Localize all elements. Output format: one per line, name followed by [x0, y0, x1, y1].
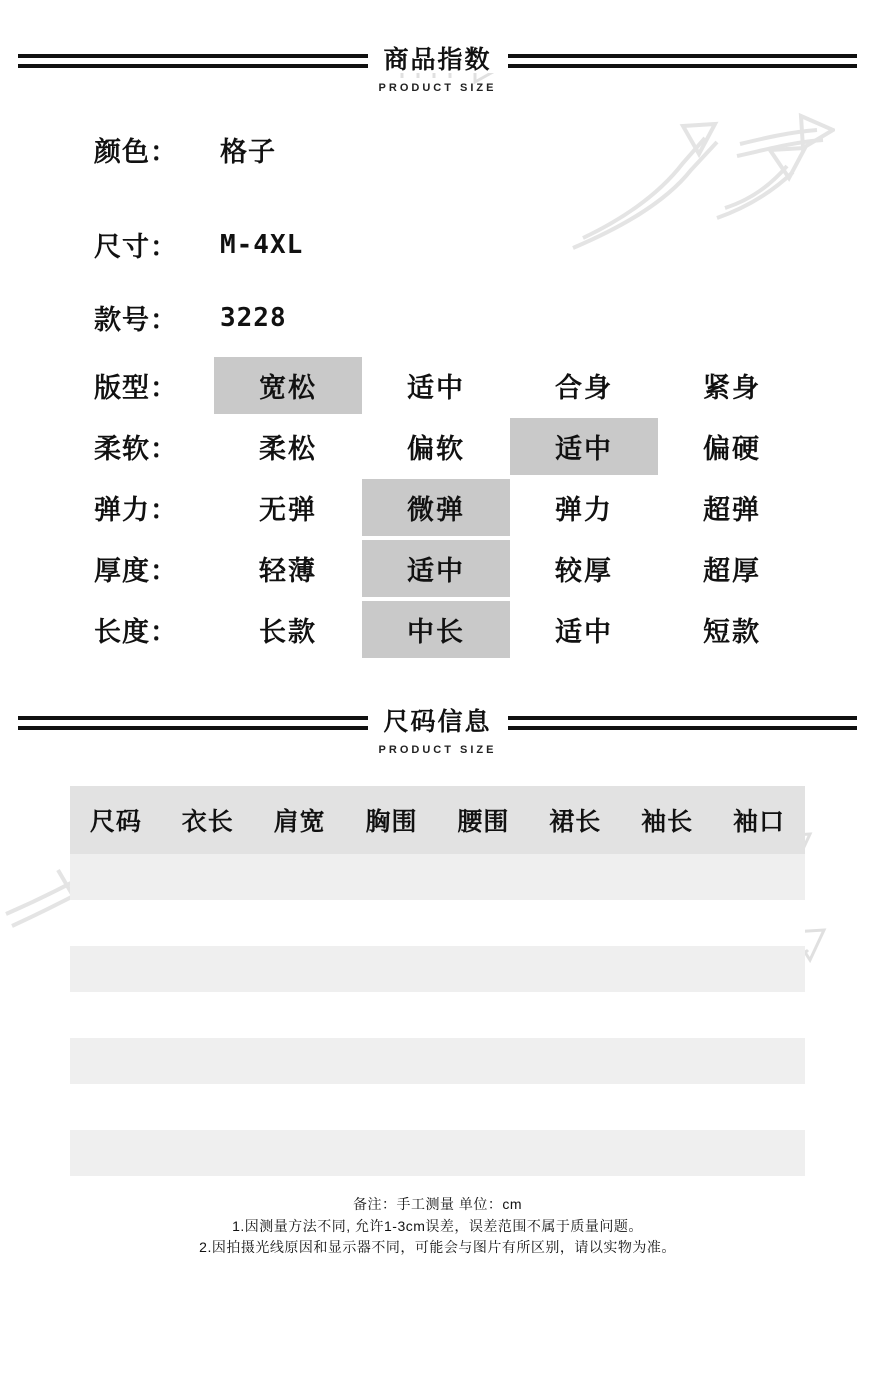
- thickness-option-3[interactable]: 超厚: [703, 556, 761, 586]
- length-label: 长度：: [94, 617, 178, 647]
- softness-option-2[interactable]: 适中: [510, 418, 658, 475]
- cell: [713, 1130, 805, 1176]
- thickness-option-2[interactable]: 较厚: [555, 556, 613, 586]
- length-option-3[interactable]: 短款: [703, 617, 761, 647]
- size-table: [70, 786, 805, 1176]
- spec-row-style-number: [94, 298, 875, 337]
- cell: [529, 1084, 621, 1130]
- measurement-notes: [0, 1194, 875, 1259]
- elasticity-option-1[interactable]: 微弹: [362, 479, 510, 536]
- elasticity-option-0[interactable]: 无弹: [259, 495, 317, 525]
- size-table-col-3: 胸围: [346, 786, 438, 854]
- size-table-col-7: 袖口: [713, 786, 805, 854]
- length-options: [214, 601, 875, 658]
- softness-label: 柔软：: [94, 434, 178, 464]
- cell: [346, 854, 438, 900]
- softness-options: [214, 418, 875, 475]
- cell: [529, 900, 621, 946]
- cell: [346, 1084, 438, 1130]
- table-row: [70, 1038, 805, 1084]
- cell: [713, 1038, 805, 1084]
- table-row: [70, 1130, 805, 1176]
- elasticity-options: [214, 479, 875, 536]
- cell: [529, 854, 621, 900]
- cell: [254, 1130, 346, 1176]
- cell: [713, 1084, 805, 1130]
- cell: [162, 946, 254, 992]
- thickness-options: [214, 540, 875, 597]
- cell: [713, 946, 805, 992]
- size-table-col-6: 袖长: [621, 786, 713, 854]
- table-row: [70, 992, 805, 1038]
- product-index-subtitle: PRODUCT SIZE: [378, 82, 497, 94]
- softness-option-3[interactable]: 偏硬: [703, 434, 761, 464]
- cell: [529, 1038, 621, 1084]
- table-row: [70, 1084, 805, 1130]
- cell: [438, 900, 530, 946]
- elasticity-option-2[interactable]: 弹力: [555, 495, 613, 525]
- softness-option-1[interactable]: 偏软: [407, 434, 465, 464]
- cell: [254, 1038, 346, 1084]
- fit-options: [214, 357, 875, 414]
- cell: [438, 946, 530, 992]
- cell: [438, 1130, 530, 1176]
- cell: [162, 900, 254, 946]
- size-info-title-row: [18, 710, 857, 735]
- size-info-header: [0, 710, 875, 756]
- cell: [621, 992, 713, 1038]
- cell: [254, 854, 346, 900]
- fit-option-0[interactable]: 宽松: [214, 357, 362, 414]
- size-label: 尺寸：: [94, 232, 178, 262]
- cell: [621, 854, 713, 900]
- spec-row-size: [94, 225, 875, 264]
- cell: [346, 1038, 438, 1084]
- cell: [346, 1130, 438, 1176]
- product-spec-area: [0, 130, 875, 658]
- fit-option-3[interactable]: 紧身: [703, 373, 761, 403]
- length-option-2[interactable]: 适中: [555, 617, 613, 647]
- cell: [162, 1084, 254, 1130]
- cell: [438, 1038, 530, 1084]
- size-table-col-0: 尺码: [70, 786, 162, 854]
- cell: [713, 854, 805, 900]
- size-table-head: [70, 786, 805, 854]
- rule-left: [18, 54, 368, 68]
- product-index-title-row: [18, 48, 857, 73]
- table-row: [70, 854, 805, 900]
- cell: [346, 900, 438, 946]
- cell: [162, 1130, 254, 1176]
- thickness-label: 厚度：: [94, 556, 178, 586]
- cell: [621, 1130, 713, 1176]
- cell: [621, 1038, 713, 1084]
- thickness-option-1[interactable]: 适中: [362, 540, 510, 597]
- style-number-label: 款号：: [94, 305, 178, 335]
- cell: [713, 900, 805, 946]
- cell: [254, 900, 346, 946]
- style-number-value: 3228: [220, 302, 287, 333]
- cell: [70, 854, 162, 900]
- color-value: 格子: [220, 137, 276, 167]
- rule-right: [508, 54, 858, 68]
- size-table-header-row: [70, 786, 805, 854]
- cell: [70, 1084, 162, 1130]
- cell: [70, 992, 162, 1038]
- fit-label: 版型：: [94, 373, 178, 403]
- size-info-subtitle: PRODUCT SIZE: [378, 744, 497, 756]
- product-index-title: 商品指数: [368, 48, 508, 73]
- cell: [621, 946, 713, 992]
- elasticity-option-3[interactable]: 超弹: [703, 495, 761, 525]
- length-option-1[interactable]: 中长: [362, 601, 510, 658]
- rule-right-2: [508, 716, 858, 730]
- size-value: M-4XL: [220, 229, 304, 260]
- cell: [254, 946, 346, 992]
- cell: [254, 992, 346, 1038]
- cell: [346, 992, 438, 1038]
- cell: [529, 992, 621, 1038]
- cell: [254, 1084, 346, 1130]
- cell: [621, 1084, 713, 1130]
- cell: [438, 1084, 530, 1130]
- color-label: 颜色：: [94, 137, 178, 167]
- cell: [346, 946, 438, 992]
- spec-row-length: [94, 601, 875, 658]
- fit-option-1[interactable]: 适中: [407, 373, 465, 403]
- spec-row-thickness: [94, 540, 875, 597]
- spec-row-color: [94, 130, 875, 169]
- size-table-col-5: 裙长: [529, 786, 621, 854]
- cell: [621, 900, 713, 946]
- cell: [713, 992, 805, 1038]
- rule-left-2: [18, 716, 368, 730]
- size-info-title: 尺码信息: [368, 710, 508, 735]
- table-row: [70, 946, 805, 992]
- size-table-col-4: 腰围: [438, 786, 530, 854]
- note-0: 备注：手工测量 单位：cm: [352, 1196, 523, 1212]
- cell: [70, 900, 162, 946]
- cell: [70, 1038, 162, 1084]
- cell: [438, 992, 530, 1038]
- spec-row-fit: [94, 357, 875, 414]
- note-2: 2.因拍摄光线原因和显示器不同，可能会与图片有所区别，请以实物为准。: [199, 1239, 676, 1256]
- spec-row-elasticity: [94, 479, 875, 536]
- cell: [529, 1130, 621, 1176]
- spec-row-softness: [94, 418, 875, 475]
- size-table-col-2: 肩宽: [254, 786, 346, 854]
- cell: [529, 946, 621, 992]
- size-table-body: [70, 854, 805, 1176]
- cell: [438, 854, 530, 900]
- product-index-header: [0, 48, 875, 94]
- note-1: 1.因测量方法不同, 允许1-3cm误差，误差范围不属于质量问题。: [232, 1217, 643, 1234]
- cell: [162, 1038, 254, 1084]
- softness-option-0[interactable]: 柔松: [259, 434, 317, 464]
- cell: [70, 946, 162, 992]
- cell: [162, 854, 254, 900]
- size-table-col-1: 衣长: [162, 786, 254, 854]
- length-option-0[interactable]: 长款: [259, 617, 317, 647]
- elasticity-label: 弹力：: [94, 495, 178, 525]
- thickness-option-0[interactable]: 轻薄: [259, 556, 317, 586]
- table-row: [70, 900, 805, 946]
- cell: [70, 1130, 162, 1176]
- fit-option-2[interactable]: 合身: [555, 373, 613, 403]
- cell: [162, 992, 254, 1038]
